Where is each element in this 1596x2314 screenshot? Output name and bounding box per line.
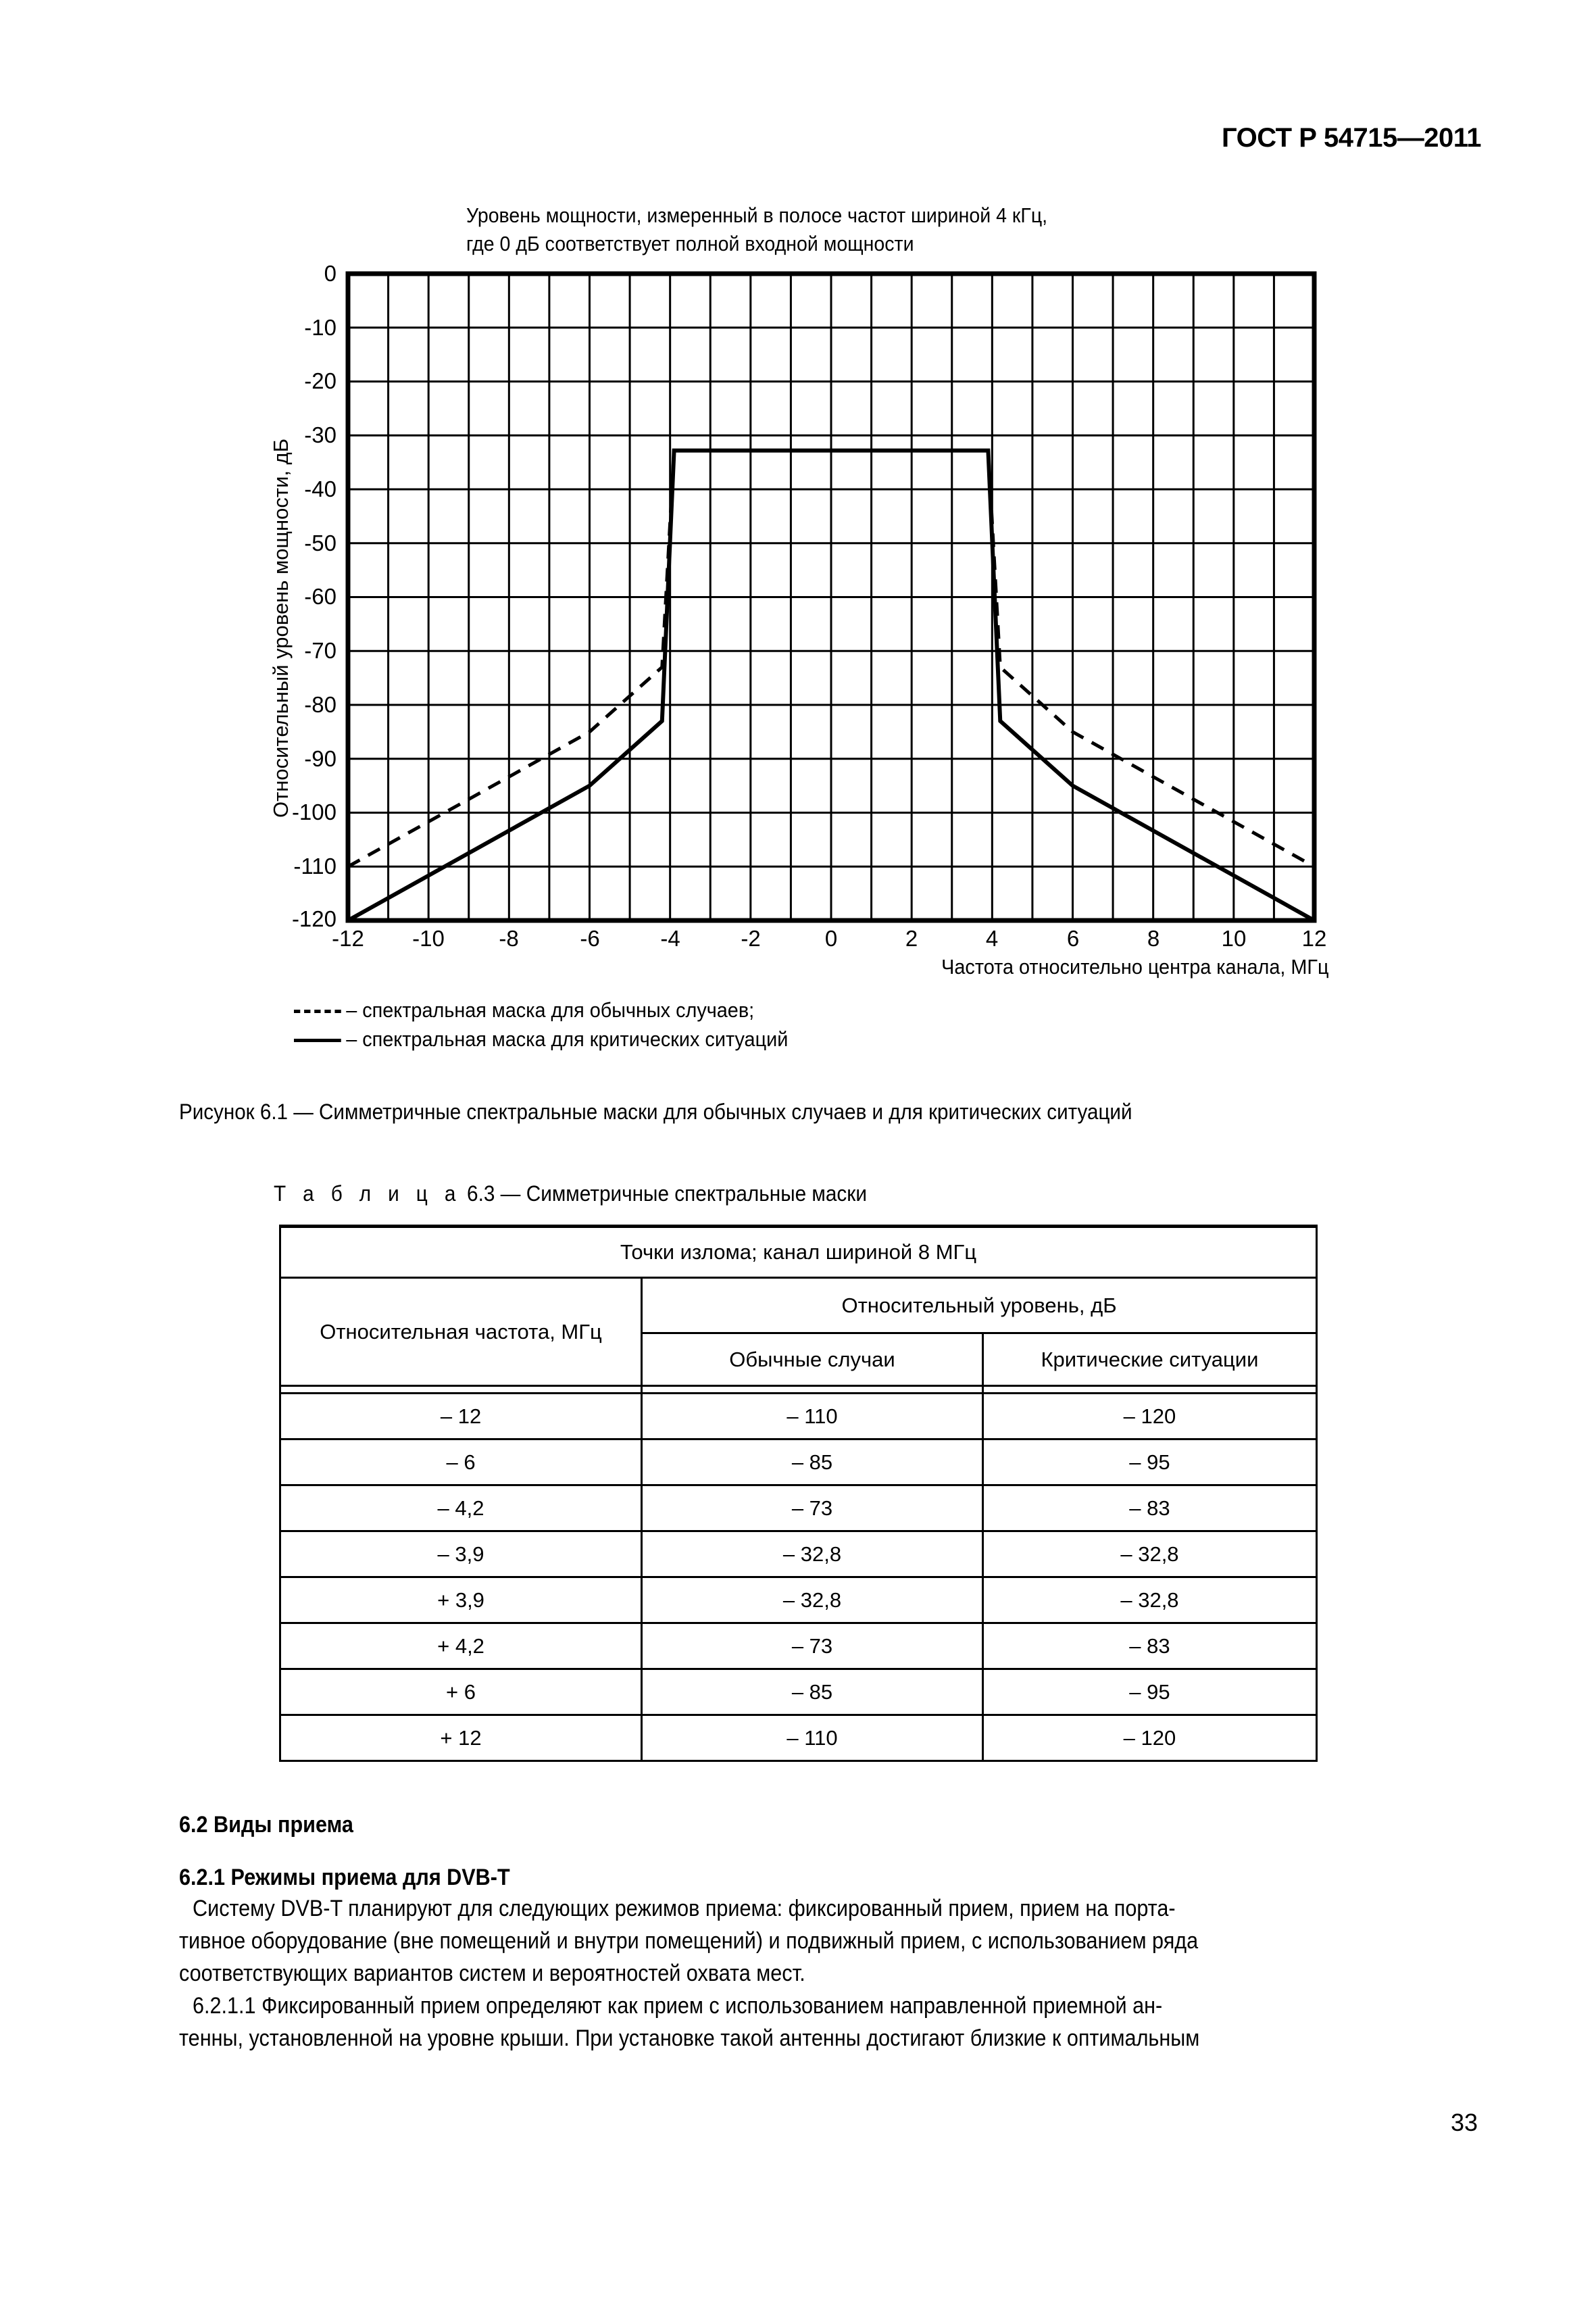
span-header: Точки излома; канал шириной 8 МГц <box>280 1227 1317 1278</box>
table-title <box>274 1181 867 1206</box>
cell-critical: – 32,8 <box>982 1531 1316 1577</box>
cell-normal: – 73 <box>642 1485 983 1531</box>
table-title-text: 6.3 — Симметричные спектральные маски <box>461 1181 867 1206</box>
y-tick: -20 <box>304 368 336 393</box>
y-axis-label: Относительный уровень мощности, дБ <box>269 438 293 818</box>
x-tick: 12 <box>1301 926 1327 951</box>
x-tick: -4 <box>660 926 680 951</box>
spectrum-mask-plot <box>0 0 1596 946</box>
chart-title-line-1: Уровень мощности, измеренный в полосе частот шириной 4 кГц, <box>466 203 1048 227</box>
paragraph-line: тенны, установленной на уровне крыши. При установке такой антенны достигают близкие к оптимальным <box>179 2025 1200 2051</box>
cell-normal: – 110 <box>642 1394 983 1439</box>
cell-critical: – 95 <box>982 1669 1316 1715</box>
cell-frequency: – 6 <box>280 1439 642 1485</box>
cell-critical: – 32,8 <box>982 1577 1316 1623</box>
cell-frequency: + 12 <box>280 1715 642 1761</box>
cell-normal: – 85 <box>642 1669 983 1715</box>
cell-critical: – 95 <box>982 1439 1316 1485</box>
table-label: Т а б л и ц а <box>274 1181 462 1206</box>
y-tick: -60 <box>304 584 336 609</box>
y-tick: -120 <box>291 906 336 931</box>
x-tick: -6 <box>580 926 600 951</box>
table-row <box>280 1577 1317 1623</box>
table-row <box>280 1439 1317 1485</box>
y-tick: -70 <box>304 638 336 663</box>
table-row <box>280 1485 1317 1531</box>
section-heading-6-2: 6.2 Виды приема <box>179 1812 353 1838</box>
cell-normal: – 85 <box>642 1439 983 1485</box>
legend-item-critical <box>294 1027 788 1052</box>
x-tick: 2 <box>905 926 918 951</box>
cell-frequency: – 12 <box>280 1394 642 1439</box>
cell-frequency: + 4,2 <box>280 1623 642 1669</box>
spectral-mask-table <box>279 1225 1318 1762</box>
y-tick: -100 <box>291 799 336 824</box>
x-axis-label: Частота относительно центра канала, МГц <box>941 955 1329 979</box>
x-tick: 8 <box>1147 926 1160 951</box>
table-row <box>280 1669 1317 1715</box>
x-tick: 10 <box>1221 926 1247 951</box>
cell-normal: – 110 <box>642 1715 983 1761</box>
paragraph-line: Систему DVB-T планируют для следующих режимов приема: фиксированный прием, прием на порта- <box>193 1896 1176 1921</box>
cell-normal: – 73 <box>642 1623 983 1669</box>
paragraph-line: тивное оборудование (вне помещений и внутри помещений) и подвижный прием, с использованием ряда <box>179 1928 1199 1954</box>
chart-title-line-2: где 0 дБ соответствует полной входной мощности <box>466 232 914 255</box>
paragraph-line: 6.2.1.1 Фиксированный прием определяют как прием с использованием направленной приемной ан- <box>193 1993 1163 2019</box>
solid-line-sample-icon <box>294 1039 341 1042</box>
column-header-level: Относительный уровень, дБ <box>642 1278 1317 1333</box>
x-tick: 0 <box>824 926 838 951</box>
x-tick: -10 <box>412 926 445 951</box>
x-tick: -2 <box>741 926 761 951</box>
x-tick: -12 <box>332 926 364 951</box>
dashed-line-sample-icon <box>294 1010 341 1013</box>
x-tick: 4 <box>985 926 999 951</box>
paragraph-line: соответствующих вариантов систем и вероятностей охвата мест. <box>179 1961 805 1986</box>
column-header-frequency: Относительная частота, МГц <box>280 1278 642 1386</box>
cell-critical: – 120 <box>982 1715 1316 1761</box>
document-standard-number: ГОСТ Р 54715—2011 <box>1222 123 1481 153</box>
cell-critical: – 120 <box>982 1394 1316 1439</box>
x-tick: 6 <box>1066 926 1080 951</box>
y-tick: -30 <box>304 422 336 447</box>
y-tick: -40 <box>304 476 336 501</box>
legend-label: – спектральная маска для обычных случаев; <box>346 998 755 1022</box>
legend-item-normal <box>294 998 754 1023</box>
cell-normal: – 32,8 <box>642 1577 983 1623</box>
table-row <box>280 1623 1317 1669</box>
x-tick: -8 <box>499 926 519 951</box>
column-header-normal: Обычные случаи <box>642 1333 983 1386</box>
cell-frequency: – 3,9 <box>280 1531 642 1577</box>
cell-frequency: + 6 <box>280 1669 642 1715</box>
table-row <box>280 1394 1317 1439</box>
cell-frequency: + 3,9 <box>280 1577 642 1623</box>
cell-critical: – 83 <box>982 1623 1316 1669</box>
cell-critical: – 83 <box>982 1485 1316 1531</box>
table-row <box>280 1531 1317 1577</box>
legend-label: – спектральная маска для критических ситуаций <box>346 1027 789 1051</box>
cell-normal: – 32,8 <box>642 1531 983 1577</box>
grid-lines <box>348 274 1314 920</box>
table-header-row <box>280 1278 1317 1333</box>
column-header-critical: Критические ситуации <box>982 1333 1316 1386</box>
table-row <box>280 1715 1317 1761</box>
y-tick: 0 <box>324 261 336 286</box>
y-tick: -50 <box>304 531 336 556</box>
page-number: 33 <box>1450 2109 1478 2136</box>
section-heading-6-2-1: 6.2.1 Режимы приема для DVB-T <box>179 1865 510 1890</box>
header-separator <box>280 1386 1317 1394</box>
cell-frequency: – 4,2 <box>280 1485 642 1531</box>
y-tick: -80 <box>304 692 336 717</box>
y-tick: -10 <box>304 315 336 340</box>
y-tick: -90 <box>304 746 336 771</box>
figure-caption: Рисунок 6.1 — Симметричные спектральные маски для обычных случаев и для критических ситуаций <box>179 1100 1132 1124</box>
y-tick: -110 <box>293 854 336 879</box>
table-header-row <box>280 1227 1317 1278</box>
